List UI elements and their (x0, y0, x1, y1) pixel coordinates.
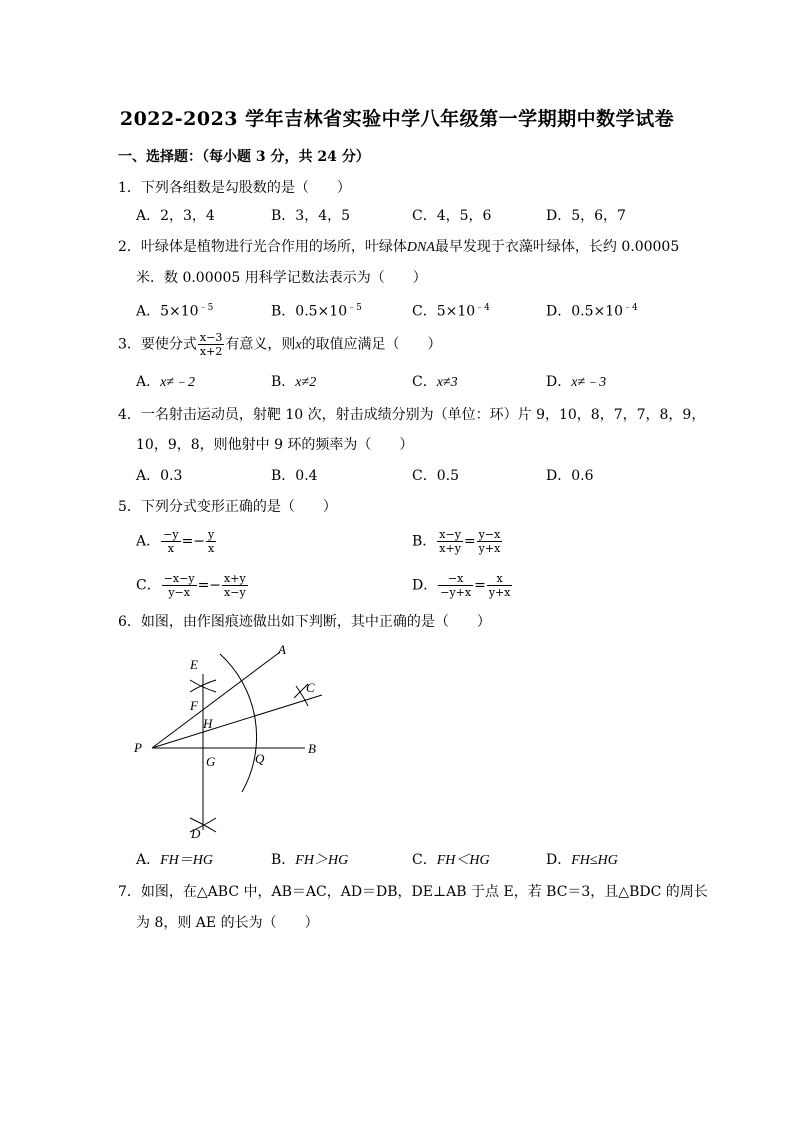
equals-sign: =− (181, 533, 206, 550)
fraction-numerator: x+y (224, 572, 246, 585)
option-label: C． (136, 577, 161, 594)
question-2-option-b (271, 298, 362, 322)
question-4-option-b: B．0.4 (271, 468, 318, 484)
question-4-option-a: A．0.3 (136, 468, 183, 484)
point-label-a: A (278, 642, 286, 657)
question-7-stem-line1: 7．如图，在△ABC 中，AB＝AC，AD＝DB，DE⊥AB 于点 E，若 BC＝3，且△BDC 的周长 (118, 884, 708, 900)
fraction (206, 528, 216, 555)
question-6-stem: 6．如图，由作图痕迹做出如下判断，其中正确的是（ ） (118, 614, 491, 630)
fraction-numerator: −x−y (163, 572, 195, 585)
section-heading: 一、选择题：（每小题 3 分，共 24 分） (118, 149, 370, 165)
point-label-p: P (134, 740, 142, 755)
question-3-stem-mid: 有意义，则 (225, 336, 296, 353)
fraction-numerator: −x (438, 572, 473, 586)
option-expression: x≠﹣2 (160, 375, 196, 390)
option-label: D． (412, 577, 438, 594)
equals-sign: =− (197, 577, 222, 594)
option-label: A． (136, 533, 161, 550)
option-expression: FH＞HG (295, 853, 349, 868)
point-label-q: Q (255, 751, 265, 766)
question-4-stem-line1: 4．一名射击运动员，射靶 10 次，射击成绩分别为（单位：环）片 9，10，8，7，7，8，9， (118, 407, 706, 423)
point-label-d: D (191, 826, 201, 841)
question-4-option-d: D．0.6 (546, 468, 594, 484)
option-expression: FH＝HG (160, 853, 214, 868)
option-label: A． (136, 374, 161, 390)
fraction (162, 572, 197, 599)
fraction-denominator: −y+x (440, 586, 472, 599)
ray-pa (152, 652, 280, 748)
question-2-option-c-exp: ﹣4 (475, 303, 490, 313)
fraction-numerator: y (208, 528, 215, 541)
fraction-denominator: y−x (168, 586, 190, 599)
question-6-option-b (271, 850, 348, 871)
fraction (487, 572, 513, 599)
option-expression: FH＜HG (436, 853, 490, 868)
question-3-stem-post: 的取值应满足（ ） (301, 336, 442, 353)
point-label-h: H (203, 716, 213, 731)
fraction-denominator: x (167, 542, 174, 555)
question-3-stem-var: x (295, 337, 302, 353)
question-6-option-d (546, 850, 618, 871)
question-2-stem-line1 (118, 237, 679, 258)
question-7-stem-line2: 为 8，则 AE 的长为（ ） (136, 915, 319, 931)
question-2-stem-var: DNA (406, 240, 435, 255)
question-4-option-c: C．0.5 (412, 468, 459, 484)
fraction-numerator: −y (163, 528, 179, 541)
option-label: D． (546, 852, 572, 868)
equals-sign: = (463, 533, 476, 550)
point-label-g: G (206, 754, 216, 769)
fraction (161, 528, 180, 555)
fraction-denominator: x+2 (199, 345, 223, 358)
question-2-stem-pre: 2．叶绿体是植物进行光合作用的场所，叶绿体 (118, 239, 407, 255)
question-2-option-d-exp: ﹣4 (623, 303, 638, 313)
question-1-option-a: A．2，3，4 (136, 208, 215, 224)
question-3-option-b (271, 372, 316, 393)
fraction-numerator: x−y (439, 528, 461, 541)
question-1-option-d: D．5，6，7 (546, 208, 626, 224)
question-3-option-d (546, 372, 606, 393)
option-label: C． (412, 852, 437, 868)
question-3-stem-pre: 3．要使分式 (118, 336, 197, 353)
fraction (477, 528, 503, 555)
question-5-option-b (412, 528, 503, 555)
fraction-numerator: x−3 (199, 331, 223, 344)
fraction-numerator: x (487, 572, 513, 586)
question-3-option-c (412, 372, 458, 393)
question-6-option-a (136, 850, 213, 871)
option-label: D． (546, 374, 572, 390)
question-5-option-d (412, 572, 513, 599)
fraction-numerator: y−x (478, 528, 501, 541)
option-label: B． (271, 374, 296, 390)
fraction-denominator: y+x (488, 586, 511, 599)
question-2-option-d (546, 298, 638, 322)
question-2-option-c-base: C．5×10 (412, 303, 476, 320)
question-2-option-a-exp: ﹣5 (198, 303, 214, 313)
option-expression: x≠﹣3 (571, 375, 607, 390)
question-6-option-c (412, 850, 490, 871)
question-2-option-d-base: D．0.5×10 (546, 303, 624, 320)
point-label-b: B (308, 741, 316, 756)
question-2-option-b-base: B．0.5×10 (271, 303, 348, 320)
option-expression: FH≤HG (571, 853, 618, 868)
option-expression: x≠2 (295, 375, 317, 390)
page-title: 2022-2023 学年吉林省实验中学八年级第一学期期中数学试卷 (119, 108, 675, 130)
fraction-denominator: y+x (478, 542, 501, 555)
question-2-option-a-base: A．5×10 (136, 303, 199, 320)
question-2-stem-post: 最早发现于衣藻叶绿体，长约 0.00005 (434, 239, 680, 255)
question-2-stem-line2: 米．数 0.00005 用科学记数法表示为（ ） (136, 270, 427, 286)
option-label: B． (412, 533, 437, 550)
question-5-stem: 5．下列分式变形正确的是（ ） (118, 499, 337, 515)
construction-arc (220, 654, 257, 792)
fraction (437, 528, 463, 555)
question-5-option-c (136, 572, 249, 599)
option-expression: x≠3 (436, 375, 458, 390)
fraction-denominator: x+y (439, 542, 461, 555)
question-5-option-a (136, 528, 217, 555)
question-2-option-a (136, 298, 213, 322)
construction-figure (130, 642, 340, 842)
question-1-stem: 1．下列各组数是勾股数的是（ ） (118, 180, 351, 196)
question-3-option-a (136, 372, 195, 393)
point-label-c: C (306, 680, 315, 695)
question-2-option-b-exp: ﹣5 (347, 303, 362, 313)
option-label: A． (136, 852, 161, 868)
question-3-stem (118, 331, 442, 358)
question-3-fraction (198, 331, 224, 358)
option-label: B． (271, 852, 296, 868)
fraction-denominator: x−y (224, 586, 246, 599)
point-label-f: F (190, 698, 198, 713)
equals-sign: = (474, 577, 486, 594)
point-label-e: E (190, 657, 198, 672)
ray-pc (152, 695, 322, 748)
fraction (222, 572, 248, 599)
question-4-stem-line2: 10，9，8，则他射中 9 环的频率为（ ） (136, 437, 414, 453)
fraction-denominator: x (208, 542, 215, 555)
question-1-option-b: B．3，4，5 (271, 208, 351, 224)
option-label: C． (412, 374, 437, 390)
question-2-option-c (412, 298, 490, 322)
question-1-option-c: C．4，5，6 (412, 208, 492, 224)
fraction (438, 572, 473, 599)
